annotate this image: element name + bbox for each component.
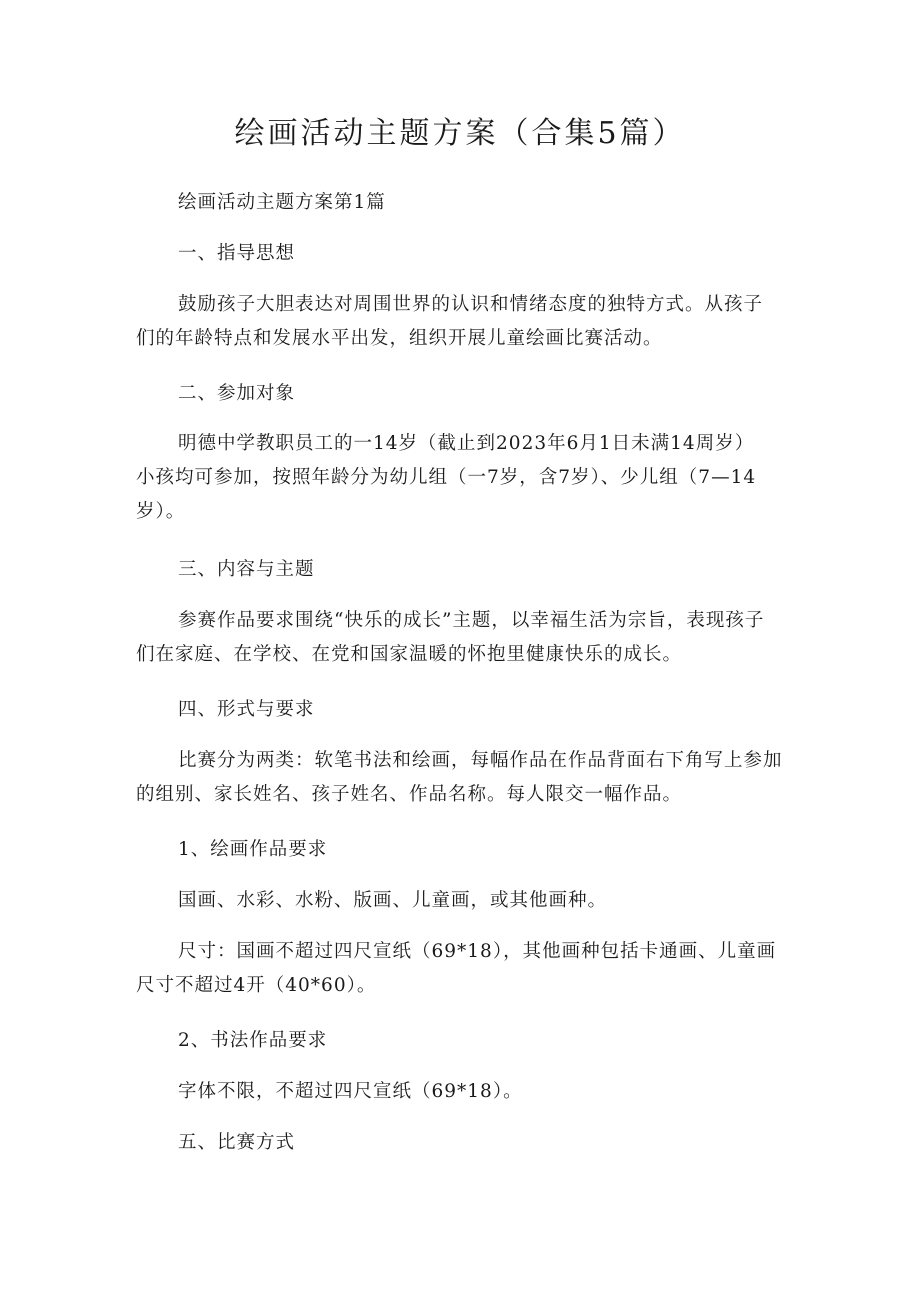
text-line: 二、参加对象 xyxy=(178,383,296,404)
text-line: 字体不限，不超过四尺宣纸（69*18）。 xyxy=(178,1081,523,1102)
text-line: 小孩均可参加，按照年龄分为幼儿组（一7岁，含7岁）、少儿组（7—14 xyxy=(136,467,757,488)
text-line: 的组别、家长姓名、孩子姓名、作品名称。每人限交一幅作品。 xyxy=(136,784,683,805)
paragraph-painting-size xyxy=(136,935,796,1003)
text-line: 参赛作品要求围绕“快乐的成长”主题，以幸福生活为宗旨，表现孩子 xyxy=(178,610,765,631)
heading-form-requirements xyxy=(136,693,796,727)
text-line: 尺寸：国画不超过四尺宣纸（69*18），其他画种包括卡通画、儿童画 xyxy=(178,941,777,962)
paragraph-content-theme xyxy=(136,604,796,672)
document-title: 绘画活动主题方案（合集5篇） xyxy=(234,116,686,151)
heading-guiding-ideology xyxy=(136,237,796,271)
text-line: 明德中学教职员工的一14岁（截止到2023年6月1日未满14周岁） xyxy=(178,433,755,454)
text-line: 五、比赛方式 xyxy=(178,1132,296,1153)
text-line: 四、形式与要求 xyxy=(178,699,315,720)
text-line: 一、指导思想 xyxy=(178,243,296,264)
paragraph-painting-types xyxy=(136,884,796,918)
text-line: 比赛分为两类：软笔书法和绘画，每幅作品在作品背面右下角写上参加 xyxy=(178,750,783,771)
text-line: 们在家庭、在学校、在党和国家温暖的怀抱里健康快乐的成长。 xyxy=(136,644,683,665)
heading-painting-requirements xyxy=(136,833,796,867)
paragraph-guiding-ideology xyxy=(136,288,796,356)
text-line: 绘画活动主题方案第1篇 xyxy=(178,192,386,213)
paragraph-calligraphy xyxy=(136,1075,796,1109)
text-line: 2、书法作品要求 xyxy=(178,1030,328,1051)
text-line: 尺寸不超过4开（40*60）。 xyxy=(136,975,377,996)
text-line: 1、绘画作品要求 xyxy=(178,839,328,860)
heading-calligraphy-requirements xyxy=(136,1024,796,1058)
heading-competition-method xyxy=(136,1126,796,1160)
heading-participants xyxy=(136,377,796,411)
text-line: 国画、水彩、水粉、版画、儿童画，或其他画种。 xyxy=(178,890,608,911)
text-line: 三、内容与主题 xyxy=(178,559,315,580)
paragraph-form-requirements xyxy=(136,744,796,812)
paragraph-participants xyxy=(136,427,796,529)
text-line: 鼓励孩子大胆表达对周围世界的认识和情绪态度的独特方式。从孩子 xyxy=(178,294,764,315)
section-heading-part-1 xyxy=(136,186,796,220)
text-line: 岁）。 xyxy=(136,501,186,522)
text-line: 们的年龄特点和发展水平出发，组织开展儿童绘画比赛活动。 xyxy=(136,328,663,349)
heading-content-theme xyxy=(136,553,796,587)
